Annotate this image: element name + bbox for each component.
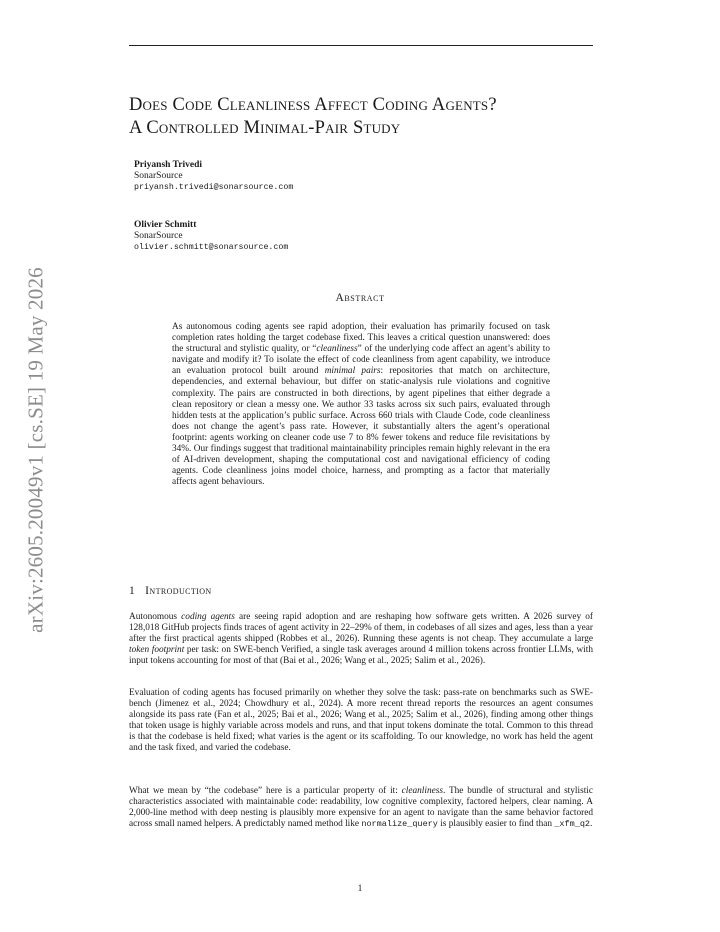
paragraph-text: Evaluation of coding agents has focused primarily on whether they solve the task: pass-rate on benchmarks such as SWE-bench (Jimenez et al., 2024; Chowdhury et al., 2024). A more recent thread reports the resources an agent consumes alongside its pass rate (Fan et al., 2025; Bai et al., 2026; Wang et al., 2025; Salim et al., 2026), finding among other things that token usage is highly variable across models and runs, and that input tokens dominate the total. Common to this thread is that the codebase is held fixed; what varies is the agent or its scaffolding. To our knowledge, no work has held the agent and the task fixed, and varied the codebase. [129,688,593,754]
title-line-1: Does Code Cleanliness Affect Coding Agents? [129,95,497,115]
section-number: 1 [129,585,136,597]
author-affiliation: SonarSource [134,231,183,241]
paragraph-text: . [590,819,593,830]
inline-code: normalize_query [361,819,438,830]
page-number: 1 [357,884,363,894]
abstract-text: : repositories that match on architecture, dependencies, and external behaviour, but differ on static-analysis rule violations and cognitive complexity. The pairs are constructed in both directions, by agent pipelines that either degrade a clean repository or clean a messy one. We author 33 tasks across six such pairs, evaluated through hidden tests at the application’s public surface. Across 660 trials with Claude Code, code cleanliness does not change the agent’s pass rate. However, it substantially alters the agent’s operational footprint: agents working on cleaner code use 7 to 8% fewer tokens and reduce file revisitations by 34%. Our findings suggest that traditional maintainability principles remain highly relevant in the era of AI-driven development, shaping the computational cost and navigational efficiency of coding agents. Code cleanliness joins model choice, harness, and prompting as a factor that materially affects agent behaviours. [172,366,550,488]
author-block-1 [134,160,293,193]
top-rule [129,45,593,46]
paragraph-text: . The bundle of structural and stylistic characteristics associated with maintainable code: readability, low cognitive complexity, factored helpers, clear naming. A 2,000-line method with deep nesting is plausibly more expensive for an agent to navigate than the same behavior factored across small named helpers. A predictably named method like [129,786,593,830]
abstract-emphasis: cleanliness [316,344,358,355]
author-name: Olivier Schmitt [134,220,197,230]
paragraph-emphasis: coding agents [181,612,235,622]
author-name: Priyansh Trivedi [134,160,203,170]
paper-title [129,94,609,140]
arxiv-id[interactable]: arXiv:2605.20049v1 [cs.SE] 19 May 2026 [23,267,48,633]
author-block-2 [134,220,288,253]
section-heading [129,585,212,597]
author-email[interactable]: olivier.schmitt@sonarsource.com [134,243,289,252]
intro-paragraph-1 [129,612,593,667]
intro-paragraph-2 [129,688,593,754]
paragraph-text: What we mean by “the codebase” here is a particular property of it: [129,786,402,796]
paragraph-emphasis: token footprint [129,645,185,656]
title-line-2: A Controlled Minimal-Pair Study [129,118,401,138]
abstract-emphasis: minimal pairs [324,366,381,377]
abstract-text: ” of the underlying code affect an agent’s ability to navigate and modify it? To isolate the effect of code cleanliness from agent capability, we introduce an evaluation protocol built around [172,344,550,377]
section-title: Introduction [145,585,212,597]
paragraph-text: per task: on SWE-bench Verified, a single task averages around 4 million tokens across frontier LLMs, with input tokens accounting for most of that (Bai et al., 2026; Wang et al., 2025; Salim et al., 2026). [129,645,593,667]
author-email[interactable]: priyansh.trivedi@sonarsource.com [134,183,294,192]
abstract-text: As autonomous coding agents see rapid adoption, their evaluation has primarily focused on task completion rates holding the target codebase fixed. This leaves a critical question unanswered: does the structural and stylistic quality, or “ [172,322,550,355]
intro-paragraph-3 [129,786,593,830]
paragraph-text: is plausibly easier to find than [437,819,555,830]
author-affiliation: SonarSource [134,171,183,181]
abstract-heading: Abstract [335,292,385,304]
paragraph-emphasis: cleanliness [401,786,443,796]
abstract-body [172,322,550,488]
inline-code: _xfm_q2 [554,819,591,830]
paragraph-text: are seeing rapid adoption and are reshaping how software gets written. A 2026 survey of 128,018 GitHub projects finds traces of agent activity in 22–29% of them, in codebases of all sizes and ages, less than a year after the first practical agents shipped (Robbes et al., 2026). Running these agents is not cheap. They accumulate a large [129,612,593,645]
paragraph-text: Autonomous [129,612,182,622]
